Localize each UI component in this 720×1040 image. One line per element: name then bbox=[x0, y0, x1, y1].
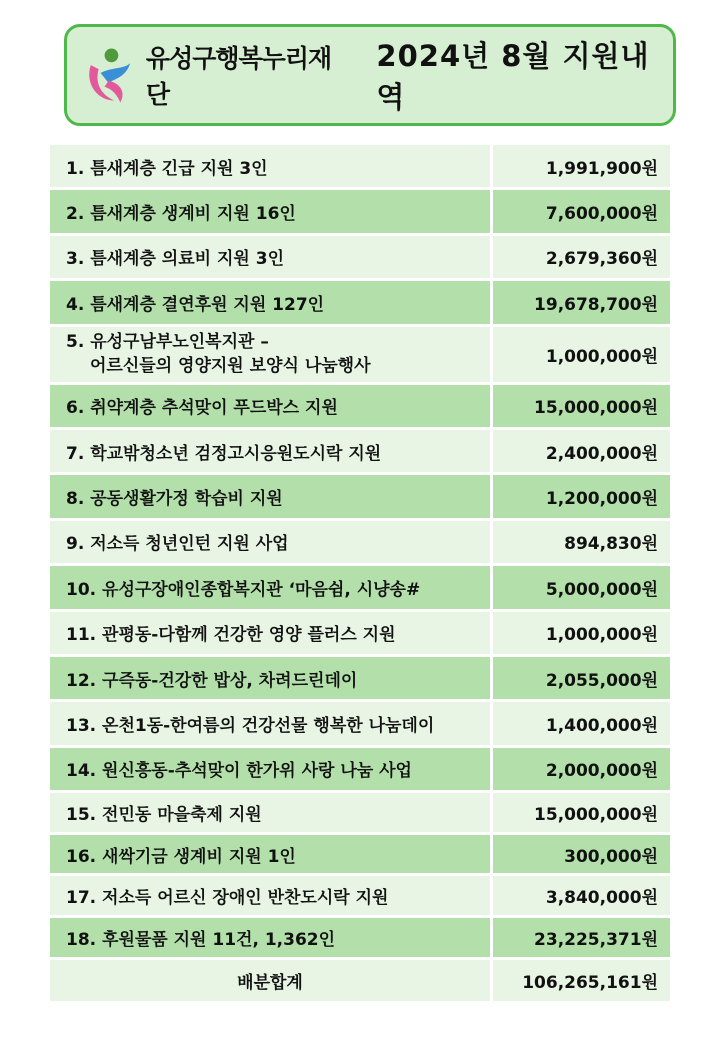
table-row bbox=[49, 701, 672, 746]
item-amount: 1,000,000원 bbox=[492, 610, 672, 655]
table-row bbox=[49, 189, 672, 234]
item-amount: 3,840,000원 bbox=[492, 875, 672, 917]
item-label: 7. 학교밖청소년 검정고시응원도시락 지원 bbox=[49, 428, 492, 473]
item-label: 8. 공동생활가정 학습비 지원 bbox=[49, 474, 492, 519]
item-label-multiline bbox=[49, 325, 492, 383]
table-row bbox=[49, 325, 672, 383]
item-label-line1: 5. 유성구남부노인복지관 – bbox=[66, 332, 269, 353]
table-row bbox=[49, 519, 672, 564]
item-amount: 300,000원 bbox=[492, 833, 672, 875]
table-row bbox=[49, 610, 672, 655]
item-amount: 1,400,000원 bbox=[492, 701, 672, 746]
item-amount: 15,000,000원 bbox=[492, 383, 672, 428]
table-row bbox=[49, 875, 672, 917]
item-label: 15. 전민동 마을축제 지원 bbox=[49, 792, 492, 834]
item-label: 13. 온천1동-한여름의 건강선물 행복한 나눔데이 bbox=[49, 701, 492, 746]
item-amount: 1,000,000원 bbox=[492, 325, 672, 383]
item-label: 1. 틈새계층 긴급 지원 3인 bbox=[49, 144, 492, 189]
table-row bbox=[49, 655, 672, 700]
foundation-logo-icon bbox=[81, 43, 138, 107]
item-amount: 2,400,000원 bbox=[492, 428, 672, 473]
support-table bbox=[47, 142, 673, 1004]
total-label: 배분합계 bbox=[49, 958, 492, 1002]
item-label-line2: 어르신들의 영양지원 보양식 나눔행사 bbox=[90, 356, 371, 377]
item-amount: 2,055,000원 bbox=[492, 655, 672, 700]
total-row bbox=[49, 958, 672, 1002]
item-label: 12. 구즉동-건강한 밥상, 차려드린데이 bbox=[49, 655, 492, 700]
table-row bbox=[49, 144, 672, 189]
item-amount: 1,991,900원 bbox=[492, 144, 672, 189]
table-row bbox=[49, 428, 672, 473]
item-amount: 1,200,000원 bbox=[492, 474, 672, 519]
item-label: 2. 틈새계층 생계비 지원 16인 bbox=[49, 189, 492, 234]
item-label: 11. 관평동-다함께 건강한 영양 플러스 지원 bbox=[49, 610, 492, 655]
item-amount: 23,225,371원 bbox=[492, 917, 672, 959]
item-label: 3. 틈새계층 의료비 지원 3인 bbox=[49, 234, 492, 279]
report-title: 2024년 8월 지원내역 bbox=[376, 39, 650, 114]
table-row bbox=[49, 383, 672, 428]
item-amount: 7,600,000원 bbox=[492, 189, 672, 234]
organization-name: 유성구행복누리재단 bbox=[145, 44, 332, 109]
item-label: 16. 새싹기금 생계비 지원 1인 bbox=[49, 833, 492, 875]
item-label: 17. 저소득 어르신 장애인 반찬도시락 지원 bbox=[49, 875, 492, 917]
table-row bbox=[49, 280, 672, 325]
table-row bbox=[49, 746, 672, 791]
item-amount: 15,000,000원 bbox=[492, 792, 672, 834]
total-amount: 106,265,161원 bbox=[492, 958, 672, 1002]
item-amount: 894,830원 bbox=[492, 519, 672, 564]
table-row bbox=[49, 917, 672, 959]
item-label: 14. 원신흥동-추석맞이 한가위 사랑 나눔 사업 bbox=[49, 746, 492, 791]
table-row bbox=[49, 565, 672, 610]
item-amount: 5,000,000원 bbox=[492, 565, 672, 610]
item-label: 4. 틈새계층 결연후원 지원 127인 bbox=[49, 280, 492, 325]
table-row bbox=[49, 833, 672, 875]
table-row bbox=[49, 474, 672, 519]
table-row bbox=[49, 234, 672, 279]
item-label: 10. 유성구장애인종합복지관 ‘마음쉼, 시냥송# bbox=[49, 565, 492, 610]
item-amount: 2,679,360원 bbox=[492, 234, 672, 279]
item-label: 18. 후원물품 지원 11건, 1,362인 bbox=[49, 917, 492, 959]
title-banner bbox=[64, 24, 676, 126]
item-label: 6. 취약계층 추석맞이 푸드박스 지원 bbox=[49, 383, 492, 428]
item-amount: 2,000,000원 bbox=[492, 746, 672, 791]
item-amount: 19,678,700원 bbox=[492, 280, 672, 325]
table-row bbox=[49, 792, 672, 834]
item-label: 9. 저소득 청년인턴 지원 사업 bbox=[49, 519, 492, 564]
